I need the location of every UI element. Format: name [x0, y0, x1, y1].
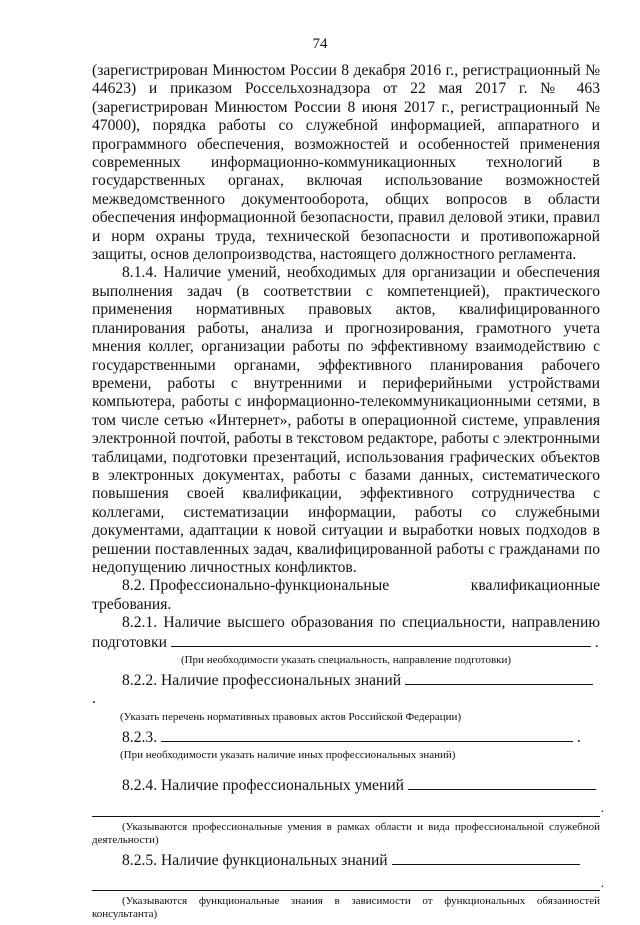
end-mark: . [600, 800, 604, 816]
requirement-8-2-3-label: 8.2.3. [122, 728, 158, 746]
requirement-8-2-5-label: 8.2.5. Наличие функциональных знаний [122, 851, 388, 869]
requirement-8-2-3-blank [161, 728, 573, 742]
paragraph-continuation: (зарегистрирован Минюстом России 8 декабря 2016 г., регистрационный № 44623) и приказом Россельхознадзора от 22 мая 2017 г. № 463 (зарегистрирован Минюстом России 8 июня 2017 г., регистрационный № 47000), порядка работы со служебной информацией, аппаратного и программного обеспечения, возможностей и особенностей применения современных информационно-коммуникационных технологий в государственных органах, включая использование возможностей межведомственного документооборота, общих вопросов в области обеспечения информационной безопасности, правил деловой этики, правил и норм охраны труда, технической безопасности и противопожарной защиты, основ делопроизводства, настоящего должностного регламента. [92, 62, 600, 264]
requirement-8-2-5-blank [392, 851, 580, 865]
paragraph-8-1-4: 8.1.4. Наличие умений, необходимых для организации и обеспечения выполнения задач (в соответствии с компетенцией), практического применения нормативных правовых актов, квалифицированного планирования работы, анализа и прогнозирования, грамотного учета мнения коллег, организации работы по эффективному взаимодействию с государственными органами, эффективного планирования рабочего времени, работы с внутренними и периферийными устройствами компьютера, работы с информационно-телекоммуникационными сетями, в том числе сетью «Интернет», работы в операционной системе, управления электронной почтой, работы в текстовом редакторе, работы с электронными таблицами, подготовки презентаций, использования графических объектов в электронных документах, работы с базами данных, систематического повышения своей квалификации, эффективного сотрудничества с коллегами, систематизации информации, работы со служебными документами, адаптации к новой ситуации и выработки новых подходов в решении поставленных задач, квалифицированной работы с гражданами по недопущению личностных конфликтов. [92, 264, 600, 576]
requirement-8-2-4-blank-line [92, 800, 604, 817]
requirement-8-2-4-hint: (Указываются профессиональные умения в рамках области и вида профессиональной служебной деятельности) [92, 820, 600, 846]
requirement-8-2-1-hint: (При необходимости указать специальность, направление подготовки) [180, 654, 512, 666]
requirement-8-2-1 [92, 614, 600, 652]
section-8-2-heading-cont: требования. [92, 595, 172, 613]
requirement-8-2-4 [92, 776, 600, 795]
end-mark: . [594, 633, 599, 651]
section-8-2-heading [92, 577, 600, 595]
requirement-8-2-3 [92, 728, 600, 747]
requirement-8-2-1-label: 8.2.1. Наличие высшего образования по специальности, направлению подготовки [92, 614, 600, 651]
requirement-8-2-2-hint: (Указать перечень нормативных правовых актов Российской Федерации) [120, 710, 462, 723]
requirement-8-2-5-blank-line [92, 874, 604, 891]
section-8-2-heading-left: 8.2. Профессионально-функциональные [122, 577, 390, 595]
end-mark: . [92, 690, 96, 708]
section-8-2-heading-right: квалификационные [470, 577, 600, 595]
requirement-8-2-1-blank [171, 633, 591, 647]
requirement-8-2-4-label: 8.2.4. Наличие профессиональных умений [122, 777, 405, 795]
requirement-8-2-2-label: 8.2.2. Наличие профессиональных знаний [122, 672, 402, 689]
requirement-8-2-3-hint: (При необходимости указать наличие иных профессиональных знаний) [120, 749, 456, 762]
page-number: 74 [312, 36, 328, 52]
requirement-8-2-2 [92, 671, 600, 709]
document-body [92, 62, 604, 925]
requirement-8-2-5 [92, 851, 600, 870]
requirement-8-2-4-blank [408, 776, 596, 790]
requirement-8-2-5-hint: (Указываются функциональные знания в зависимости от функциональных обязанностей консультанта) [92, 895, 600, 921]
end-mark: . [576, 728, 581, 746]
requirement-8-2-2-blank [405, 671, 593, 685]
end-mark: . [600, 874, 604, 890]
